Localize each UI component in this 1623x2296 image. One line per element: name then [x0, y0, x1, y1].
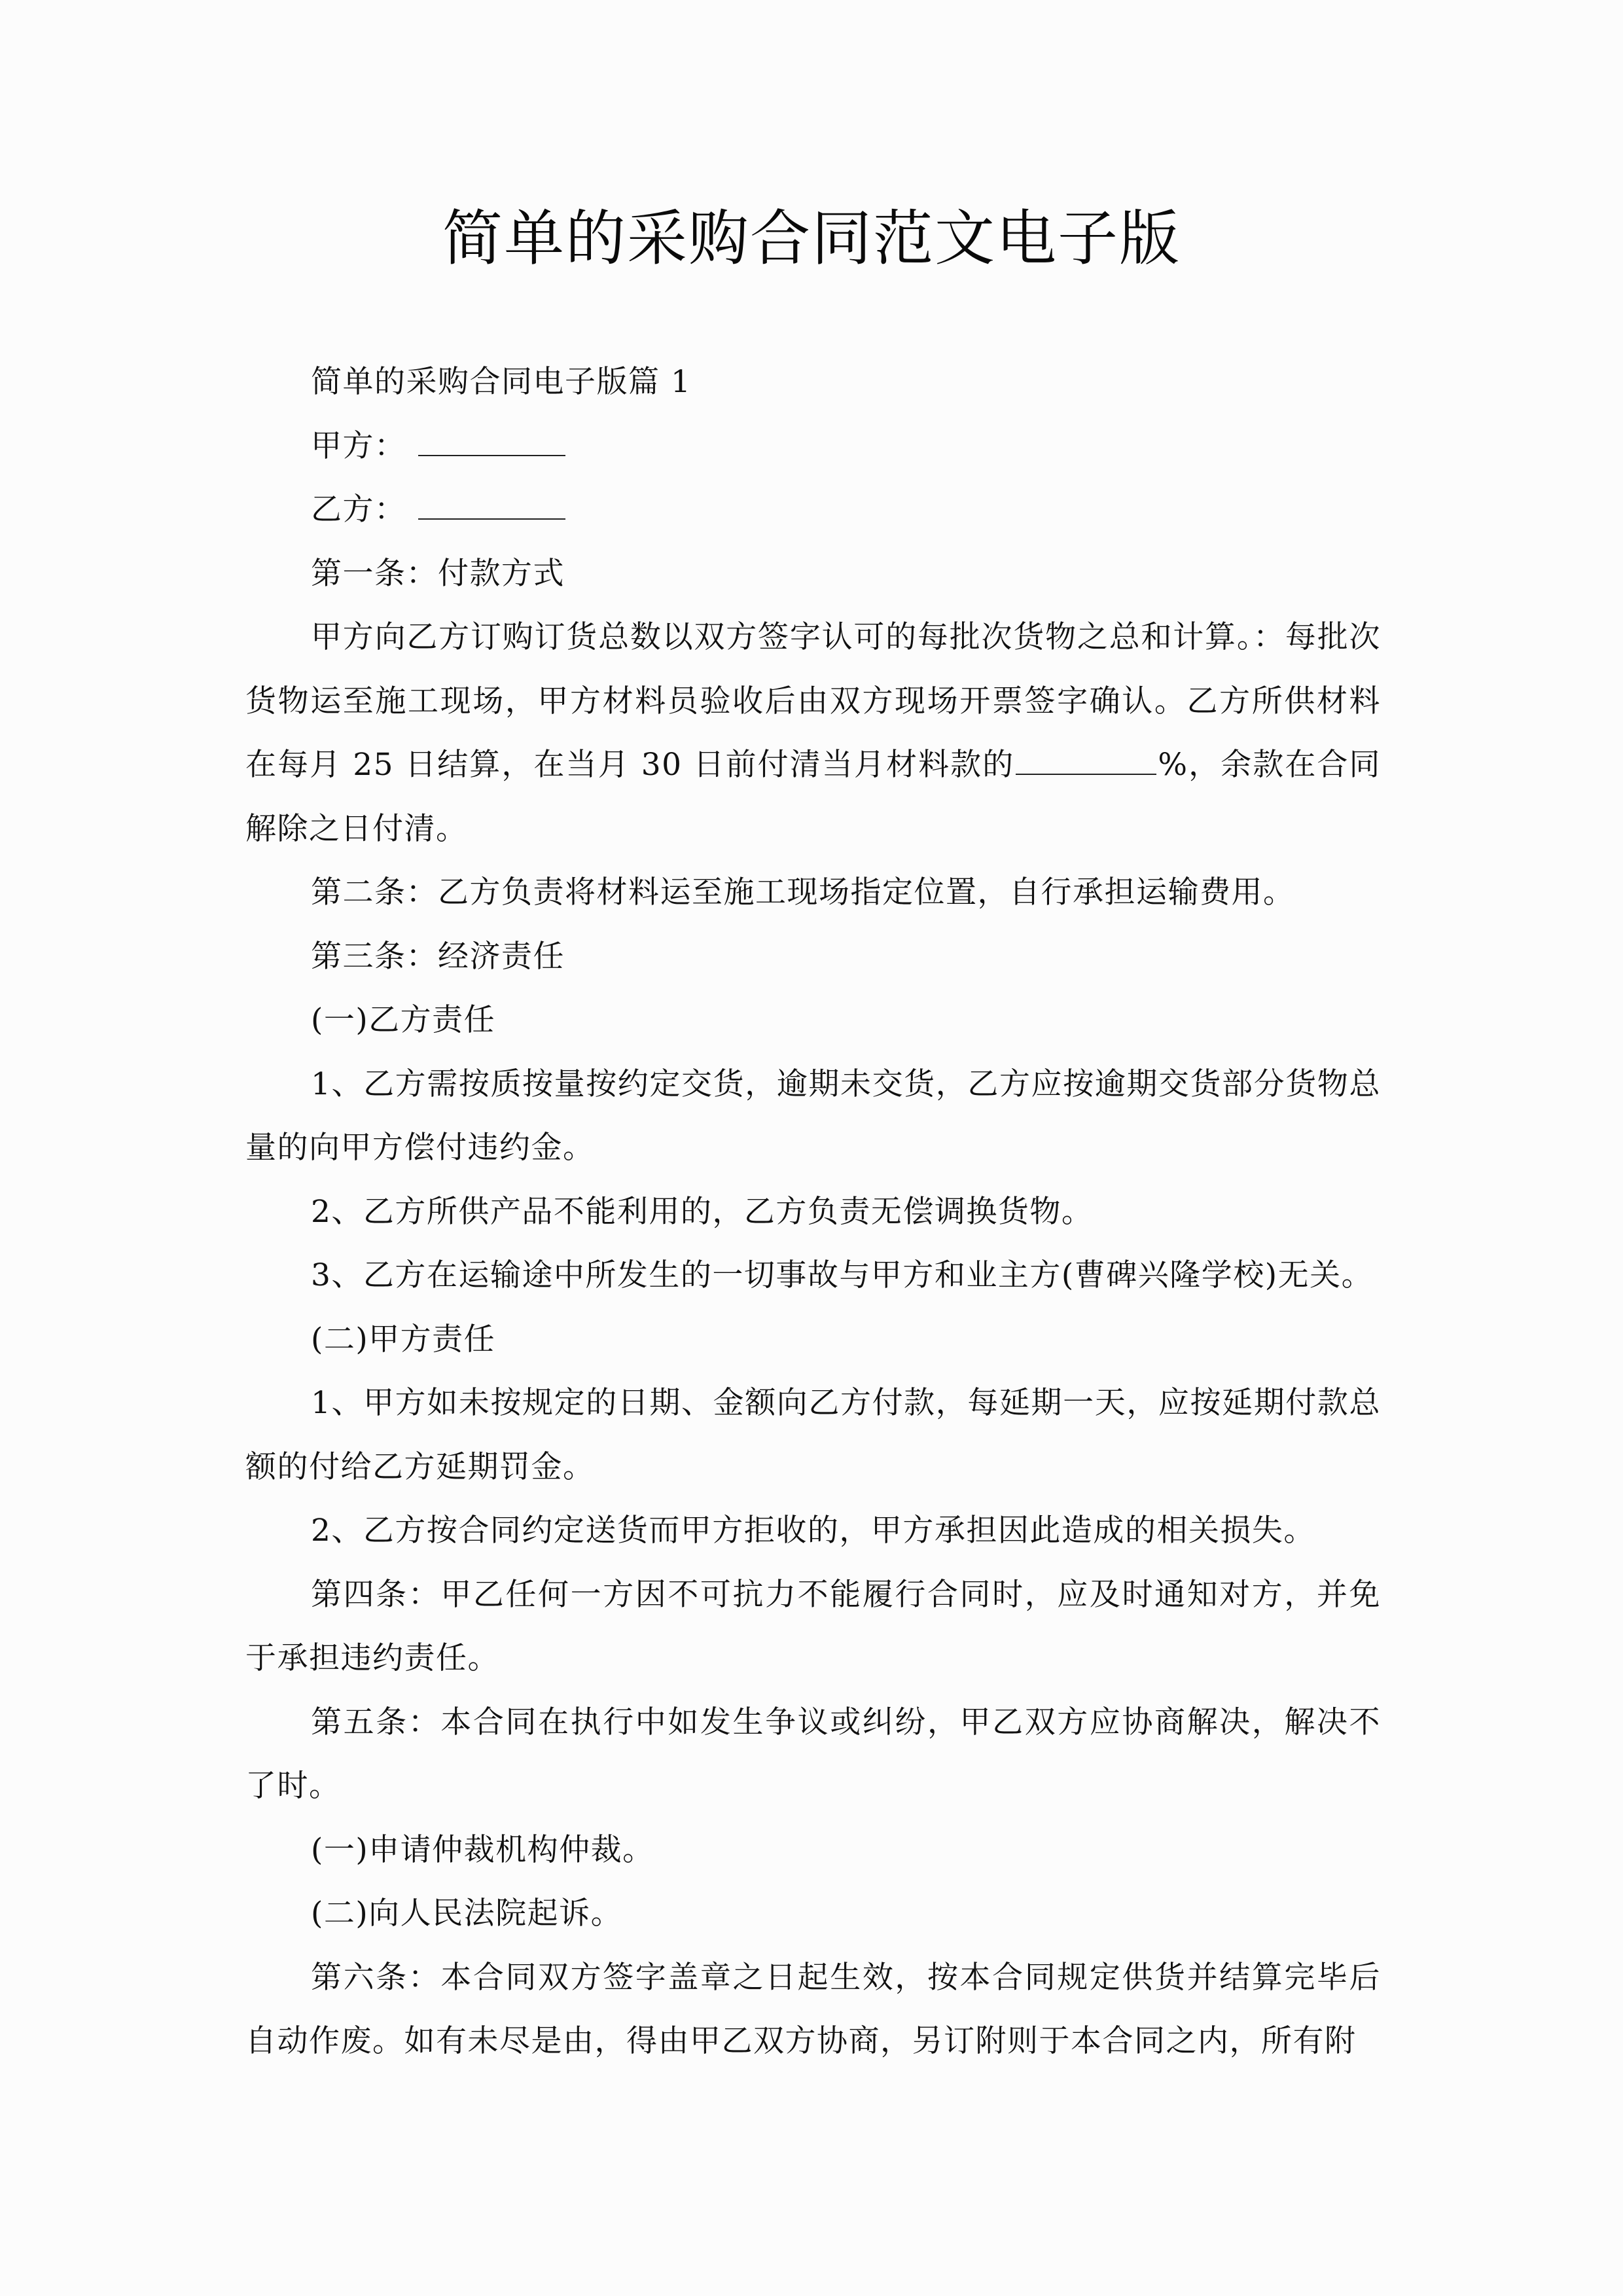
party-a-responsibility-item: 1、甲方如未按规定的日期、金额向乙方付款，每延期一天，应按延期付款总额的付给乙方延期罚金。 — [245, 1385, 1381, 1485]
article-2: 第二条：乙方负责将材料运至施工现场指定位置，自行承担运输费用。 — [311, 874, 1295, 910]
party-b-responsibility-heading: (一)乙方责任 — [311, 1002, 496, 1038]
party-a-label: 甲方： — [311, 427, 406, 464]
article-4: 第四条：甲乙任何一方因不可抗力不能履行合同时，应及时通知对方，并免于承担违约责任。 — [245, 1576, 1381, 1676]
article-5-option: (一)申请仲裁机构仲裁。 — [311, 1831, 654, 1868]
party-b-blank-field[interactable] — [418, 492, 565, 520]
article-1-body — [245, 605, 1381, 861]
article-5: 第五条：本合同在执行中如发生争议或纠纷，甲乙双方应协商解决，解决不了时。 — [245, 1704, 1381, 1804]
party-b-responsibility-item: 1、乙方需按质按量按约定交货，逾期未交货，乙方应按逾期交货部分货物总量的向甲方偿付违约金。 — [245, 1066, 1381, 1166]
article-6: 第六条：本合同双方签字盖章之日起生效，按本合同规定供货并结算完毕后自动作废。如有未尽是由，得由甲乙双方协商，另订附则于本合同之内，所有附 — [245, 1959, 1381, 2059]
document-body — [245, 350, 1381, 2073]
party-b-line — [245, 478, 1381, 542]
party-b-label: 乙方： — [311, 492, 406, 528]
party-a-responsibility-item: 2、乙方按合同约定送货而甲方拒收的，甲方承担因此造成的相关损失。 — [311, 1513, 1315, 1549]
document-title: 简单的采购合同范文电子版 — [442, 204, 1181, 274]
article-1-text-part2: %，余款在合同解除之日付清。 — [245, 747, 1381, 847]
payment-percent-blank-field[interactable] — [1016, 747, 1156, 775]
party-a-blank-field[interactable] — [418, 429, 565, 456]
article-1-text-part1: 甲方向乙方订购订货总数以双方签字认可的每批次货物之总和计算。：每批次货物运至施工现场，甲方材料员验收后由双方现场开票签字确认。乙方所供材料在每月 25 日结算，在当月 30 日前付清当月材料款的 — [245, 619, 1381, 783]
article-3-heading: 第三条：经济责任 — [311, 938, 565, 975]
contract-subtitle: 简单的采购合同电子版篇 1 — [311, 364, 692, 400]
article-5-option: (二)向人民法院起诉。 — [311, 1895, 623, 1931]
party-a-line — [245, 414, 1381, 478]
party-a-responsibility-heading: (二)甲方责任 — [311, 1321, 496, 1357]
party-b-responsibility-item: 2、乙方所供产品不能利用的，乙方负责无偿调换货物。 — [311, 1193, 1094, 1230]
article-1-heading: 第一条：付款方式 — [311, 555, 565, 592]
party-b-responsibility-item: 3、乙方在运输途中所发生的一切事故与甲方和业主方(曹碑兴隆学校)无关。 — [311, 1257, 1374, 1293]
